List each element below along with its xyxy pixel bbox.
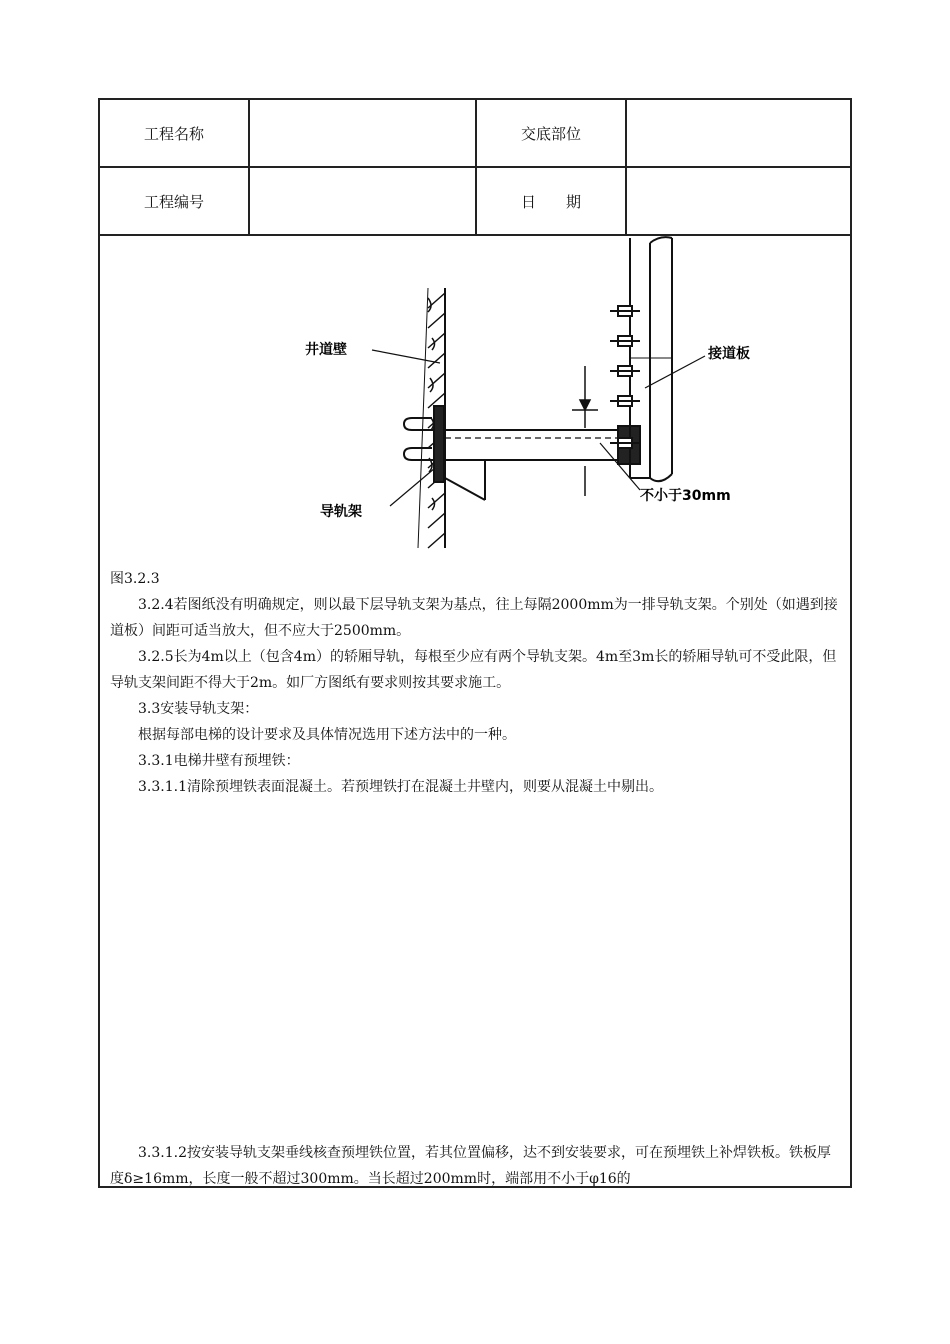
header-row-1 <box>100 100 850 168</box>
bracket <box>445 426 640 500</box>
body-text <box>110 566 842 800</box>
paragraph: 3.3.1.1清除预埋铁表面混凝土。若预埋铁打在混凝土井壁内，则要从混凝土中剔出。 <box>138 779 663 795</box>
location-value <box>627 100 850 166</box>
paragraph: 3.3.1电梯井壁有预埋铁： <box>138 753 300 769</box>
date-label: 日 期 <box>477 168 627 234</box>
disclosure-sheet <box>98 98 852 1188</box>
project-no-value <box>250 168 477 234</box>
tail-text <box>110 1140 842 1192</box>
label-bracket: 导轨架 <box>320 504 362 520</box>
project-name-value <box>250 100 477 166</box>
date-value <box>627 168 850 234</box>
label-min-distance: 不小于30mm <box>640 488 731 504</box>
project-no-label: 工程编号 <box>100 168 250 234</box>
guide-rail-bracket-diagram <box>300 238 750 558</box>
figure-caption: 图3.2.3 <box>110 571 160 587</box>
project-name-label: 工程名称 <box>100 100 250 166</box>
anchor-bolts <box>404 406 445 482</box>
paragraph: 根据每部电梯的设计要求及具体情况选用下述方法中的一种。 <box>138 727 516 743</box>
paragraph: 3.2.4若图纸没有明确规定，则以最下层导轨支架为基点，往上每隔2000mm为一排导轨支架。个别处（如遇到接道板）间距可适当放大，但不应大于2500mm。 <box>110 597 838 639</box>
location-label: 交底部位 <box>477 100 627 166</box>
paragraph: 3.3.1.2按安装导轨支架垂线核查预埋铁位置，若其位置偏移，达不到安装要求，可在预埋铁上补焊铁板。铁板厚度δ≥16mm，长度一般不超过300mm。当长超过200mm时，端部用不小于φ16的 <box>110 1145 831 1187</box>
label-fishplate: 接道板 <box>708 346 750 362</box>
paragraph: 3.3安装导轨支架： <box>138 701 259 717</box>
label-shaft-wall: 井道壁 <box>305 342 347 358</box>
paragraph: 3.2.5长为4m以上（包含4m）的轿厢导轨，每根至少应有两个导轨支架。4m至3m长的轿厢导轨可不受此限，但导轨支架间距不得大于2m。如厂方图纸有要求则按其要求施工。 <box>110 649 837 691</box>
header-row-2 <box>100 168 850 236</box>
